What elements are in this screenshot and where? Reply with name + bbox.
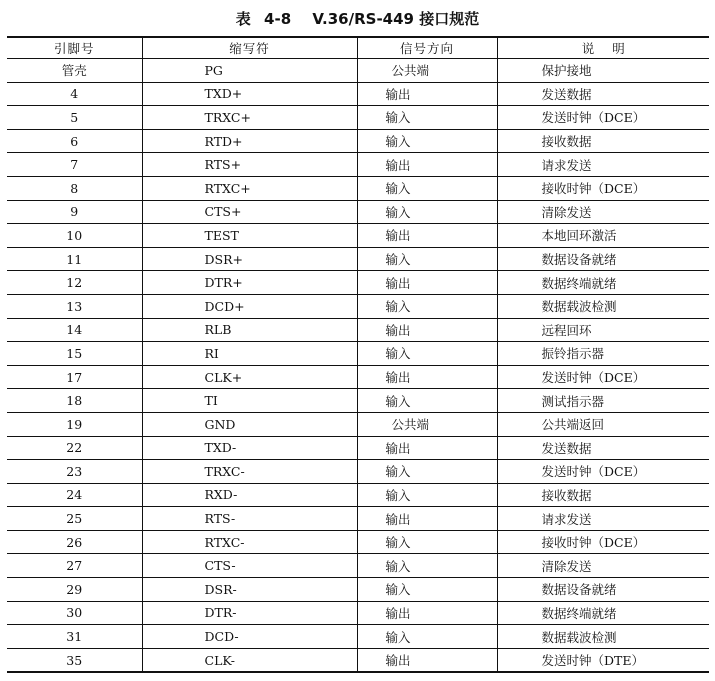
pin-number: 9 (7, 200, 142, 224)
caption-text: V.36/RS-449 接口规范 (312, 10, 480, 28)
signal-direction: 输入 (357, 460, 497, 484)
signal-direction: 输入 (357, 554, 497, 578)
signal-description: 数据载波检测 (497, 294, 709, 318)
signal-direction: 输入 (357, 342, 497, 366)
pin-number: 29 (7, 578, 142, 602)
table-row (7, 601, 709, 625)
signal-symbol: CLK+ (142, 365, 357, 389)
pin-number: 12 (7, 271, 142, 295)
table-row (7, 412, 709, 436)
signal-description: 发送数据 (497, 82, 709, 106)
table-caption (0, 4, 715, 34)
pin-number: 6 (7, 129, 142, 153)
pin-number: 7 (7, 153, 142, 177)
table-row (7, 460, 709, 484)
signal-direction: 输出 (357, 82, 497, 106)
signal-symbol: RTXC- (142, 530, 357, 554)
signal-direction: 输入 (357, 578, 497, 602)
pin-number: 15 (7, 342, 142, 366)
pin-number: 30 (7, 601, 142, 625)
pin-number: 26 (7, 530, 142, 554)
table-row (7, 106, 709, 130)
table-row (7, 578, 709, 602)
signal-symbol: PG (142, 59, 357, 83)
signal-description: 数据终端就绪 (497, 271, 709, 295)
signal-direction: 公共端 (357, 59, 497, 83)
pin-number: 27 (7, 554, 142, 578)
signal-description: 数据载波检测 (497, 625, 709, 649)
table-row (7, 554, 709, 578)
pin-number: 18 (7, 389, 142, 413)
signal-symbol: TRXC+ (142, 106, 357, 130)
header-pin: 引脚号 (7, 37, 142, 59)
pin-number: 10 (7, 224, 142, 248)
pin-number: 23 (7, 460, 142, 484)
signal-description: 远程回环 (497, 318, 709, 342)
table-row (7, 153, 709, 177)
table-row (7, 129, 709, 153)
signal-symbol: DSR- (142, 578, 357, 602)
header-symbol: 缩写符 (142, 37, 357, 59)
signal-symbol: RTS+ (142, 153, 357, 177)
signal-symbol: TXD- (142, 436, 357, 460)
signal-symbol: CTS+ (142, 200, 357, 224)
pin-number: 8 (7, 176, 142, 200)
signal-direction: 输入 (357, 129, 497, 153)
signal-description: 保护接地 (497, 59, 709, 83)
pin-number: 管壳 (7, 59, 142, 83)
table-row (7, 82, 709, 106)
signal-description: 发送时钟（DCE） (497, 106, 709, 130)
signal-description: 数据设备就绪 (497, 578, 709, 602)
pin-number: 4 (7, 82, 142, 106)
pin-number: 22 (7, 436, 142, 460)
signal-symbol: TI (142, 389, 357, 413)
signal-description: 请求发送 (497, 153, 709, 177)
signal-description: 测试指示器 (497, 389, 709, 413)
table-row (7, 176, 709, 200)
signal-symbol: RTD+ (142, 129, 357, 153)
table-row (7, 389, 709, 413)
signal-description: 接收数据 (497, 129, 709, 153)
signal-symbol: CTS- (142, 554, 357, 578)
signal-symbol: DCD- (142, 625, 357, 649)
signal-symbol: DCD+ (142, 294, 357, 318)
pin-number: 24 (7, 483, 142, 507)
signal-description: 数据终端就绪 (497, 601, 709, 625)
signal-direction: 输出 (357, 507, 497, 531)
header-description: 说明 (497, 37, 709, 59)
signal-direction: 输入 (357, 200, 497, 224)
pin-number: 13 (7, 294, 142, 318)
pin-number: 19 (7, 412, 142, 436)
table-row (7, 436, 709, 460)
table-row (7, 247, 709, 271)
signal-direction: 输入 (357, 106, 497, 130)
signal-direction: 输出 (357, 601, 497, 625)
header-row (7, 37, 709, 59)
table-row (7, 342, 709, 366)
header-direction: 信号方向 (357, 37, 497, 59)
signal-description: 公共端返回 (497, 412, 709, 436)
table-row (7, 294, 709, 318)
signal-symbol: TRXC- (142, 460, 357, 484)
signal-direction: 输出 (357, 365, 497, 389)
signal-symbol: DTR- (142, 601, 357, 625)
table-row (7, 530, 709, 554)
pin-number: 35 (7, 648, 142, 672)
signal-direction: 输入 (357, 294, 497, 318)
signal-symbol: DTR+ (142, 271, 357, 295)
table-row (7, 318, 709, 342)
signal-direction: 输入 (357, 247, 497, 271)
signal-direction: 公共端 (357, 412, 497, 436)
signal-description: 发送数据 (497, 436, 709, 460)
table-row (7, 271, 709, 295)
signal-direction: 输入 (357, 483, 497, 507)
signal-direction: 输入 (357, 389, 497, 413)
signal-description: 清除发送 (497, 200, 709, 224)
signal-description: 接收时钟（DCE） (497, 176, 709, 200)
signal-direction: 输出 (357, 436, 497, 460)
table-row (7, 483, 709, 507)
signal-description: 请求发送 (497, 507, 709, 531)
signal-symbol: RLB (142, 318, 357, 342)
signal-description: 本地回环激活 (497, 224, 709, 248)
signal-description: 发送时钟（DCE） (497, 365, 709, 389)
interface-spec-table (7, 36, 709, 673)
table-row (7, 59, 709, 83)
signal-symbol: RTS- (142, 507, 357, 531)
pin-number: 31 (7, 625, 142, 649)
pin-number: 25 (7, 507, 142, 531)
table-body (7, 59, 709, 673)
table-row (7, 200, 709, 224)
signal-description: 接收时钟（DCE） (497, 530, 709, 554)
signal-description: 数据设备就绪 (497, 247, 709, 271)
signal-symbol: TXD+ (142, 82, 357, 106)
signal-description: 振铃指示器 (497, 342, 709, 366)
pin-number: 11 (7, 247, 142, 271)
signal-direction: 输出 (357, 318, 497, 342)
signal-symbol: DSR+ (142, 247, 357, 271)
signal-direction: 输出 (357, 224, 497, 248)
table-row (7, 224, 709, 248)
signal-symbol: RXD- (142, 483, 357, 507)
table-row (7, 507, 709, 531)
table-row (7, 365, 709, 389)
pin-number: 5 (7, 106, 142, 130)
signal-description: 发送时钟（DCE） (497, 460, 709, 484)
signal-direction: 输出 (357, 648, 497, 672)
pin-number: 14 (7, 318, 142, 342)
signal-direction: 输出 (357, 153, 497, 177)
signal-symbol: RI (142, 342, 357, 366)
signal-description: 接收数据 (497, 483, 709, 507)
signal-symbol: GND (142, 412, 357, 436)
table-row (7, 648, 709, 672)
signal-description: 发送时钟（DTE） (497, 648, 709, 672)
table-row (7, 625, 709, 649)
signal-symbol: CLK- (142, 648, 357, 672)
table-number: 4-8 (264, 10, 292, 28)
signal-direction: 输入 (357, 625, 497, 649)
caption-prefix: 表 (235, 10, 251, 28)
signal-symbol: RTXC+ (142, 176, 357, 200)
signal-direction: 输入 (357, 530, 497, 554)
signal-symbol: TEST (142, 224, 357, 248)
pin-number: 17 (7, 365, 142, 389)
signal-direction: 输入 (357, 176, 497, 200)
signal-direction: 输出 (357, 271, 497, 295)
signal-description: 清除发送 (497, 554, 709, 578)
